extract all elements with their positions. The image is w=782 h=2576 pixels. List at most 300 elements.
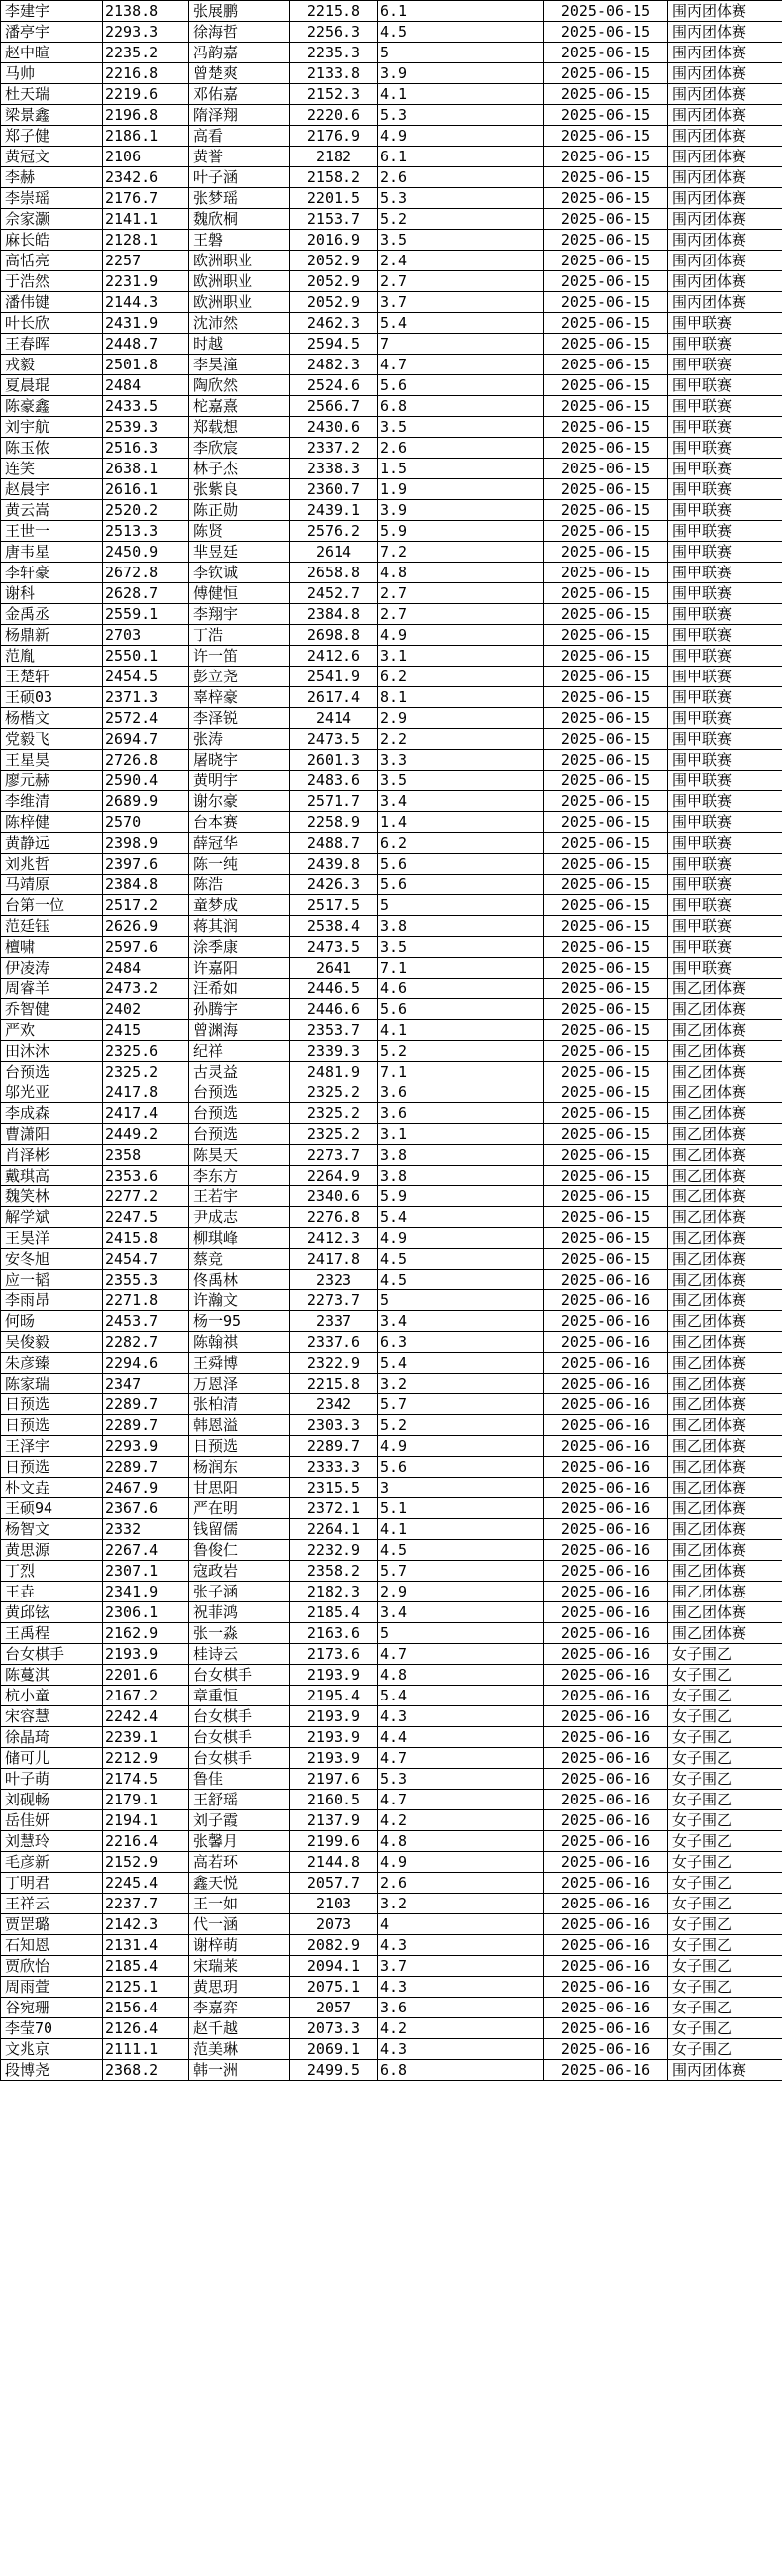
player-a-name-cell: 伊凌涛 [1,958,103,979]
player-a-rating-cell: 2216.8 [103,63,189,84]
player-b-name-cell: 纪祥 [189,1041,290,1062]
expected-score-cell: 5.7 [378,1394,544,1415]
table-row [1,729,782,750]
player-a-rating-cell: 2325.2 [103,1062,189,1082]
expected-score-cell: 4.5 [378,1249,544,1270]
player-a-rating-cell: 2590.4 [103,771,189,791]
table-row [1,209,782,230]
table-row [1,1415,782,1436]
match-date-cell: 2025-06-15 [544,999,668,1020]
player-b-rating-cell: 2315.5 [290,1478,378,1498]
player-b-rating-cell: 2103 [290,1894,378,1914]
player-a-rating-cell: 2289.7 [103,1415,189,1436]
expected-score-cell: 4.9 [378,126,544,147]
match-date-cell: 2025-06-16 [544,1290,668,1311]
expected-score-cell: 3.4 [378,791,544,812]
player-b-name-cell: 谢尔豪 [189,791,290,812]
player-b-rating-cell: 2201.5 [290,188,378,209]
player-a-rating-cell: 2152.9 [103,1852,189,1873]
event-name-cell: 围乙团体赛 [668,1478,782,1498]
event-name-cell: 围甲联赛 [668,771,782,791]
expected-score-cell: 5.6 [378,854,544,875]
player-a-rating-cell: 2245.4 [103,1873,189,1894]
expected-score-cell: 2.9 [378,708,544,729]
player-b-rating-cell: 2163.6 [290,1623,378,1644]
player-a-name-cell: 应一韬 [1,1270,103,1290]
player-b-rating-cell: 2193.9 [290,1706,378,1727]
player-a-name-cell: 安冬旭 [1,1249,103,1270]
player-a-rating-cell: 2231.9 [103,271,189,292]
event-name-cell: 女子围乙 [668,1748,782,1769]
player-a-rating-cell: 2174.5 [103,1769,189,1790]
player-b-name-cell: 郑载想 [189,417,290,438]
table-row [1,542,782,563]
player-b-rating-cell: 2069.1 [290,2039,378,2060]
player-a-rating-cell: 2294.6 [103,1353,189,1374]
event-name-cell: 围甲联赛 [668,500,782,521]
event-name-cell: 女子围乙 [668,1831,782,1852]
player-b-rating-cell: 2195.4 [290,1686,378,1706]
table-row [1,979,782,999]
player-a-rating-cell: 2431.9 [103,313,189,334]
player-b-name-cell: 张涛 [189,729,290,750]
player-a-name-cell: 段博尧 [1,2060,103,2081]
player-a-rating-cell: 2235.2 [103,43,189,63]
player-b-name-cell: 李东方 [189,1166,290,1186]
player-b-rating-cell: 2524.6 [290,375,378,396]
player-a-rating-cell: 2415 [103,1020,189,1041]
expected-score-cell: 1.5 [378,459,544,479]
player-a-rating-cell: 2167.2 [103,1686,189,1706]
expected-score-cell: 4.9 [378,1852,544,1873]
event-name-cell: 女子围乙 [668,1810,782,1831]
player-a-name-cell: 刘兆哲 [1,854,103,875]
player-b-name-cell: 张梦瑶 [189,188,290,209]
event-name-cell: 围乙团体赛 [668,1249,782,1270]
event-name-cell: 围丙团体赛 [668,126,782,147]
player-b-name-cell: 鲁俊仁 [189,1540,290,1561]
player-b-name-cell: 童梦成 [189,895,290,916]
event-name-cell: 围乙团体赛 [668,1228,782,1249]
expected-score-cell: 7.1 [378,958,544,979]
player-a-name-cell: 杜天瑞 [1,84,103,105]
expected-score-cell: 4.8 [378,1665,544,1686]
player-a-rating-cell: 2193.9 [103,1644,189,1665]
player-a-rating-cell: 2156.4 [103,1998,189,2018]
player-b-name-cell: 张展鹏 [189,1,290,22]
expected-score-cell: 4.7 [378,1790,544,1810]
event-name-cell: 围甲联赛 [668,875,782,895]
player-a-rating-cell: 2703 [103,625,189,646]
player-b-rating-cell: 2412.3 [290,1228,378,1249]
player-a-name-cell: 王硕94 [1,1498,103,1519]
event-name-cell: 围甲联赛 [668,687,782,708]
player-a-rating-cell: 2520.2 [103,500,189,521]
event-name-cell: 围甲联赛 [668,625,782,646]
player-a-rating-cell: 2162.9 [103,1623,189,1644]
match-date-cell: 2025-06-15 [544,875,668,895]
match-date-cell: 2025-06-16 [544,1457,668,1478]
player-b-rating-cell: 2322.9 [290,1353,378,1374]
event-name-cell: 围丙团体赛 [668,188,782,209]
event-name-cell: 围甲联赛 [668,334,782,355]
match-date-cell: 2025-06-16 [544,1415,668,1436]
table-row [1,854,782,875]
table-row [1,1686,782,1706]
expected-score-cell: 5 [378,895,544,916]
player-a-rating-cell: 2194.1 [103,1810,189,1831]
match-date-cell: 2025-06-15 [544,1020,668,1041]
player-b-name-cell: 邓佑嘉 [189,84,290,105]
player-b-rating-cell: 2235.3 [290,43,378,63]
event-name-cell: 围乙团体赛 [668,1374,782,1394]
table-row [1,1644,782,1665]
player-b-name-cell: 张馨月 [189,1831,290,1852]
table-row [1,1124,782,1145]
table-row [1,1956,782,1977]
player-a-name-cell: 马帅 [1,63,103,84]
match-date-cell: 2025-06-16 [544,1956,668,1977]
table-row [1,251,782,271]
event-name-cell: 围甲联赛 [668,854,782,875]
table-row [1,126,782,147]
player-a-name-cell: 党毅飞 [1,729,103,750]
match-date-cell: 2025-06-15 [544,1041,668,1062]
player-a-rating-cell: 2128.1 [103,230,189,251]
player-b-name-cell: 蔡竞 [189,1249,290,1270]
table-row [1,1769,782,1790]
player-a-rating-cell: 2306.1 [103,1602,189,1623]
table-row [1,791,782,812]
match-date-cell: 2025-06-15 [544,167,668,188]
player-a-name-cell: 日预选 [1,1457,103,1478]
player-a-name-cell: 戴琪高 [1,1166,103,1186]
table-row [1,563,782,583]
table-row [1,646,782,667]
player-a-name-cell: 王世一 [1,521,103,542]
player-a-name-cell: 黄思源 [1,1540,103,1561]
table-row [1,500,782,521]
expected-score-cell: 4.2 [378,1810,544,1831]
match-date-cell: 2025-06-15 [544,542,668,563]
match-date-cell: 2025-06-15 [544,1249,668,1270]
player-b-rating-cell: 2158.2 [290,167,378,188]
player-b-rating-cell: 2016.9 [290,230,378,251]
player-b-name-cell: 魏欣桐 [189,209,290,230]
player-a-name-cell: 田沐沐 [1,1041,103,1062]
player-b-name-cell: 屠晓宇 [189,750,290,771]
player-b-name-cell: 张子涵 [189,1582,290,1602]
player-b-rating-cell: 2215.8 [290,1,378,22]
event-name-cell: 围甲联赛 [668,563,782,583]
expected-score-cell: 4.7 [378,1748,544,1769]
expected-score-cell: 5.2 [378,1041,544,1062]
match-date-cell: 2025-06-15 [544,687,668,708]
player-a-rating-cell: 2289.7 [103,1457,189,1478]
player-a-rating-cell: 2550.1 [103,646,189,667]
player-a-name-cell: 夏晨琨 [1,375,103,396]
player-b-name-cell: 黄誉 [189,147,290,167]
match-date-cell: 2025-06-15 [544,251,668,271]
player-a-rating-cell: 2358 [103,1145,189,1166]
player-b-name-cell: 辜梓豪 [189,687,290,708]
player-a-rating-cell: 2539.3 [103,417,189,438]
table-row [1,958,782,979]
player-b-rating-cell: 2289.7 [290,1436,378,1457]
player-a-name-cell: 范廷钰 [1,916,103,937]
expected-score-cell: 3.6 [378,1998,544,2018]
player-b-rating-cell: 2073.3 [290,2018,378,2039]
player-b-name-cell: 丁浩 [189,625,290,646]
event-name-cell: 围甲联赛 [668,583,782,604]
expected-score-cell: 3.9 [378,500,544,521]
expected-score-cell: 4.6 [378,979,544,999]
table-row [1,1082,782,1103]
player-a-rating-cell: 2371.3 [103,687,189,708]
table-row [1,1228,782,1249]
match-date-cell: 2025-06-16 [544,1686,668,1706]
table-row [1,1062,782,1082]
event-name-cell: 围乙团体赛 [668,1041,782,1062]
table-row [1,708,782,729]
player-b-rating-cell: 2276.8 [290,1207,378,1228]
player-b-name-cell: 台预选 [189,1103,290,1124]
expected-score-cell: 5 [378,1623,544,1644]
expected-score-cell: 5 [378,43,544,63]
table-row [1,105,782,126]
match-date-cell: 2025-06-15 [544,1186,668,1207]
player-a-rating-cell: 2271.8 [103,1290,189,1311]
player-b-name-cell: 万恩泽 [189,1374,290,1394]
table-row [1,1020,782,1041]
match-date-cell: 2025-06-15 [544,1166,668,1186]
player-b-rating-cell: 2193.9 [290,1748,378,1769]
event-name-cell: 围甲联赛 [668,313,782,334]
table-row [1,230,782,251]
match-date-cell: 2025-06-15 [544,979,668,999]
event-name-cell: 围甲联赛 [668,417,782,438]
table-row [1,1498,782,1519]
match-date-cell: 2025-06-16 [544,1623,668,1644]
match-date-cell: 2025-06-15 [544,271,668,292]
event-name-cell: 围丙团体赛 [668,230,782,251]
event-name-cell: 围乙团体赛 [668,1103,782,1124]
event-name-cell: 围甲联赛 [668,459,782,479]
event-name-cell: 围乙团体赛 [668,1145,782,1166]
expected-score-cell: 5.3 [378,188,544,209]
event-name-cell: 围乙团体赛 [668,1623,782,1644]
player-a-rating-cell: 2142.3 [103,1914,189,1935]
player-a-name-cell: 于浩然 [1,271,103,292]
player-b-name-cell: 李昊潼 [189,355,290,375]
player-b-rating-cell: 2372.1 [290,1498,378,1519]
event-name-cell: 女子围乙 [668,1873,782,1894]
table-row [1,1998,782,2018]
event-name-cell: 围甲联赛 [668,667,782,687]
player-a-name-cell: 徐晶琦 [1,1727,103,1748]
player-a-name-cell: 叶长欣 [1,313,103,334]
player-a-rating-cell: 2453.7 [103,1311,189,1332]
player-b-rating-cell: 2337.6 [290,1332,378,1353]
expected-score-cell: 3.5 [378,230,544,251]
event-name-cell: 围乙团体赛 [668,1332,782,1353]
match-date-cell: 2025-06-16 [544,1935,668,1956]
match-date-cell: 2025-06-15 [544,854,668,875]
match-date-cell: 2025-06-15 [544,230,668,251]
player-a-name-cell: 高恬亮 [1,251,103,271]
expected-score-cell: 2.6 [378,1873,544,1894]
event-name-cell: 围丙团体赛 [668,251,782,271]
player-b-name-cell: 宋瑞莱 [189,1956,290,1977]
player-a-name-cell: 储可儿 [1,1748,103,1769]
player-a-name-cell: 麻长皓 [1,230,103,251]
player-a-rating-cell: 2106 [103,147,189,167]
match-date-cell: 2025-06-15 [544,355,668,375]
expected-score-cell: 5.6 [378,875,544,895]
player-b-rating-cell: 2325.2 [290,1082,378,1103]
match-date-cell: 2025-06-16 [544,1353,668,1374]
match-date-cell: 2025-06-16 [544,1748,668,1769]
player-b-name-cell: 代一涵 [189,1914,290,1935]
player-a-rating-cell: 2397.6 [103,854,189,875]
player-b-name-cell: 薛冠华 [189,833,290,854]
player-b-rating-cell: 2323 [290,1270,378,1290]
player-b-rating-cell: 2052.9 [290,271,378,292]
expected-score-cell: 1.4 [378,812,544,833]
player-a-rating-cell: 2247.5 [103,1207,189,1228]
player-a-rating-cell: 2367.6 [103,1498,189,1519]
player-a-name-cell: 金禹丞 [1,604,103,625]
player-b-rating-cell: 2412.6 [290,646,378,667]
table-row [1,1831,782,1852]
player-b-rating-cell: 2258.9 [290,812,378,833]
player-b-name-cell: 王磐 [189,230,290,251]
player-b-name-cell: 张一淼 [189,1623,290,1644]
match-date-cell: 2025-06-16 [544,1270,668,1290]
event-name-cell: 围乙团体赛 [668,1124,782,1145]
expected-score-cell: 2.4 [378,251,544,271]
player-a-rating-cell: 2433.5 [103,396,189,417]
event-name-cell: 围丙团体赛 [668,63,782,84]
match-date-cell: 2025-06-15 [544,708,668,729]
player-b-rating-cell: 2338.3 [290,459,378,479]
event-name-cell: 围甲联赛 [668,791,782,812]
player-a-rating-cell: 2125.1 [103,1977,189,1998]
player-a-rating-cell: 2449.2 [103,1124,189,1145]
table-row [1,188,782,209]
player-b-rating-cell: 2273.7 [290,1145,378,1166]
match-date-cell: 2025-06-15 [544,438,668,459]
player-b-rating-cell: 2446.6 [290,999,378,1020]
player-b-name-cell: 王若宇 [189,1186,290,1207]
player-b-rating-cell: 2256.3 [290,22,378,43]
expected-score-cell: 3.2 [378,1894,544,1914]
player-a-rating-cell: 2626.9 [103,916,189,937]
match-date-cell: 2025-06-15 [544,625,668,646]
player-a-name-cell: 曹潇阳 [1,1124,103,1145]
match-date-cell: 2025-06-15 [544,1062,668,1082]
player-b-name-cell: 冯韵嘉 [189,43,290,63]
player-a-name-cell: 李维清 [1,791,103,812]
expected-score-cell: 4.7 [378,355,544,375]
match-date-cell: 2025-06-15 [544,500,668,521]
match-date-cell: 2025-06-16 [544,1540,668,1561]
player-a-name-cell: 谢科 [1,583,103,604]
event-name-cell: 围乙团体赛 [668,1062,782,1082]
match-date-cell: 2025-06-15 [544,1145,668,1166]
player-b-rating-cell: 2176.9 [290,126,378,147]
player-b-name-cell: 寇政岩 [189,1561,290,1582]
player-a-name-cell: 贾罡璐 [1,1914,103,1935]
player-b-rating-cell: 2384.8 [290,604,378,625]
player-b-name-cell: 鑫天悦 [189,1873,290,1894]
player-b-name-cell: 陈正勋 [189,500,290,521]
table-row [1,1311,782,1332]
player-b-name-cell: 谢梓萌 [189,1935,290,1956]
event-name-cell: 围丙团体赛 [668,147,782,167]
results-table-body [1,1,782,2081]
event-name-cell: 围丙团体赛 [668,209,782,230]
expected-score-cell: 6.2 [378,667,544,687]
player-a-rating-cell: 2516.3 [103,438,189,459]
expected-score-cell: 5.9 [378,1186,544,1207]
player-a-rating-cell: 2196.8 [103,105,189,126]
player-b-rating-cell: 2339.3 [290,1041,378,1062]
match-date-cell: 2025-06-16 [544,1644,668,1665]
player-b-rating-cell: 2414 [290,708,378,729]
player-b-rating-cell: 2144.8 [290,1852,378,1873]
player-a-rating-cell: 2353.6 [103,1166,189,1186]
expected-score-cell: 3.5 [378,937,544,958]
player-a-name-cell: 严欢 [1,1020,103,1041]
player-b-name-cell: 欧洲职业 [189,251,290,271]
match-date-cell: 2025-06-15 [544,126,668,147]
expected-score-cell: 6.2 [378,833,544,854]
player-a-rating-cell: 2216.4 [103,1831,189,1852]
event-name-cell: 围乙团体赛 [668,1582,782,1602]
player-a-rating-cell: 2293.9 [103,1436,189,1457]
player-a-name-cell: 郑子健 [1,126,103,147]
player-a-name-cell: 王泽宇 [1,1436,103,1457]
event-name-cell: 女子围乙 [668,1852,782,1873]
player-a-name-cell: 朴文垚 [1,1478,103,1498]
player-a-name-cell: 佘家灏 [1,209,103,230]
player-a-rating-cell: 2293.3 [103,22,189,43]
table-row [1,625,782,646]
player-a-rating-cell: 2131.4 [103,1935,189,1956]
match-date-cell: 2025-06-16 [544,1498,668,1519]
player-a-rating-cell: 2450.9 [103,542,189,563]
player-b-rating-cell: 2483.6 [290,771,378,791]
match-date-cell: 2025-06-16 [544,2039,668,2060]
event-name-cell: 围甲联赛 [668,479,782,500]
player-b-name-cell: 台预选 [189,1082,290,1103]
player-b-rating-cell: 2439.1 [290,500,378,521]
event-name-cell: 围甲联赛 [668,646,782,667]
player-a-name-cell: 戎毅 [1,355,103,375]
player-b-name-cell: 日预选 [189,1436,290,1457]
player-b-rating-cell: 2152.3 [290,84,378,105]
event-name-cell: 围丙团体赛 [668,84,782,105]
table-row [1,1436,782,1457]
player-b-rating-cell: 2538.4 [290,916,378,937]
table-row [1,1457,782,1478]
event-name-cell: 围丙团体赛 [668,2060,782,2081]
match-date-cell: 2025-06-15 [544,771,668,791]
event-name-cell: 围乙团体赛 [668,1353,782,1374]
table-row [1,1665,782,1686]
player-a-rating-cell: 2570 [103,812,189,833]
